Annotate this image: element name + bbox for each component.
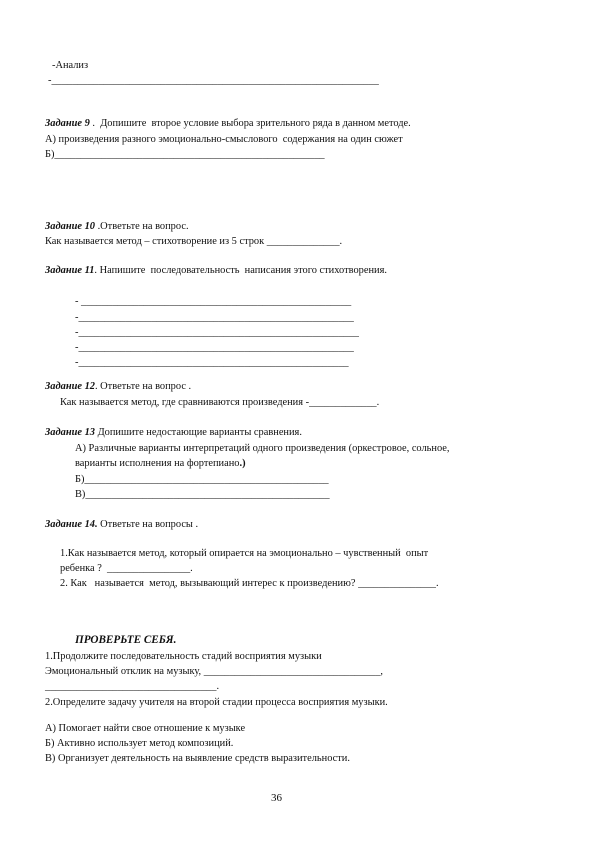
analysis-label: -Анализ xyxy=(52,60,89,71)
task-10-question[interactable]: Как называется метод – стихотворение из 5 строк ______________. xyxy=(45,236,343,247)
task-9-option-b-blank[interactable]: Б)____________________________________________________ xyxy=(45,149,325,160)
task-9-instruction: . Допишите второе условие выбора зрительного ряда в данном методе. xyxy=(89,118,411,129)
task-13-option-a: А) Различные варианты интерпретаций одного произведения (оркестровое, сольное, xyxy=(75,443,450,454)
task-13-heading xyxy=(45,426,302,439)
self-check-title: ПРОВЕРЬТЕ СЕБЯ. xyxy=(75,634,177,646)
answer-line[interactable]: -_______________________________________________________________ xyxy=(48,75,379,86)
self-check-q1: 1.Продолжите последовательность стадий восприятия музыки xyxy=(45,651,322,662)
self-check-q1-blank-1[interactable]: Эмоциональный отклик на музыку, __________________________________, xyxy=(45,666,383,677)
self-check-q2-option-a: А) Помогает найти свое отношение к музыке xyxy=(45,723,246,734)
task-12-instruction: . Ответьте на вопрос . xyxy=(94,381,192,392)
task-14-label: Задание 14. xyxy=(45,519,98,530)
self-check-q2-option-c: В) Организует деятельность на выявление средств выразительности. xyxy=(45,753,350,764)
task-11-label: Задание 11 xyxy=(45,265,95,276)
task-14-question-2[interactable]: 2. Как называется метод, вызывающий интерес к произведению? _______________. xyxy=(60,578,439,589)
task-11-heading xyxy=(45,264,387,277)
task-10-heading xyxy=(45,220,189,233)
task-9-option-a: А) произведения разного эмоционально-смыслового содержания на один сюжет xyxy=(45,134,403,145)
task-14-heading xyxy=(45,518,198,531)
task-10-instruction: .Ответьте на вопрос. xyxy=(94,221,189,232)
task-13-instruction: Допишите недостающие варианты сравнения. xyxy=(94,427,302,438)
task-13-option-c-blank[interactable]: В)_______________________________________________ xyxy=(75,489,330,500)
task-13-option-b-blank[interactable]: Б)_______________________________________________ xyxy=(75,474,329,485)
task-13-option-a-cont xyxy=(75,457,246,470)
task-11-blank-4[interactable]: -_____________________________________________________ xyxy=(75,342,354,353)
task-9-heading xyxy=(45,117,411,130)
page-number: 36 xyxy=(271,792,282,804)
self-check-q2-option-b: Б) Активно использует метод композиций. xyxy=(45,738,234,749)
task-9-label: Задание 9 xyxy=(45,118,90,129)
task-11-blank-2[interactable]: -_____________________________________________________ xyxy=(75,312,354,323)
task-14-question-1-blank[interactable]: ребенка ? ________________. xyxy=(60,563,193,574)
self-check-q1-blank-2[interactable]: _________________________________. xyxy=(45,681,220,692)
task-11-blank-3[interactable]: -______________________________________________________ xyxy=(75,327,360,338)
task-10-label: Задание 10 xyxy=(45,221,95,232)
task-11-blank-1[interactable]: - ____________________________________________________ xyxy=(75,296,352,307)
self-check-q2: 2.Определите задачу учителя на второй стадии процесса восприятия музыки. xyxy=(45,697,388,708)
task-12-question[interactable]: Как называется метод, где сравниваются произведения -_____________. xyxy=(60,397,380,408)
task-14-instruction: Ответьте на вопросы . xyxy=(97,519,199,530)
task-11-blank-5[interactable]: -____________________________________________________ xyxy=(75,357,349,368)
task-13-option-a-text: варианты исполнения на фортепиано xyxy=(75,458,240,469)
task-13-option-a-end: .) xyxy=(239,458,246,469)
task-14-question-1: 1.Как называется метод, который опирается на эмоционально – чувственный опыт xyxy=(60,548,429,559)
task-13-label: Задание 13 xyxy=(45,427,95,438)
task-11-instruction: . Напишите последовательность написания этого стихотворения. xyxy=(94,265,387,276)
task-12-label: Задание 12 xyxy=(45,381,95,392)
task-12-heading xyxy=(45,380,191,393)
